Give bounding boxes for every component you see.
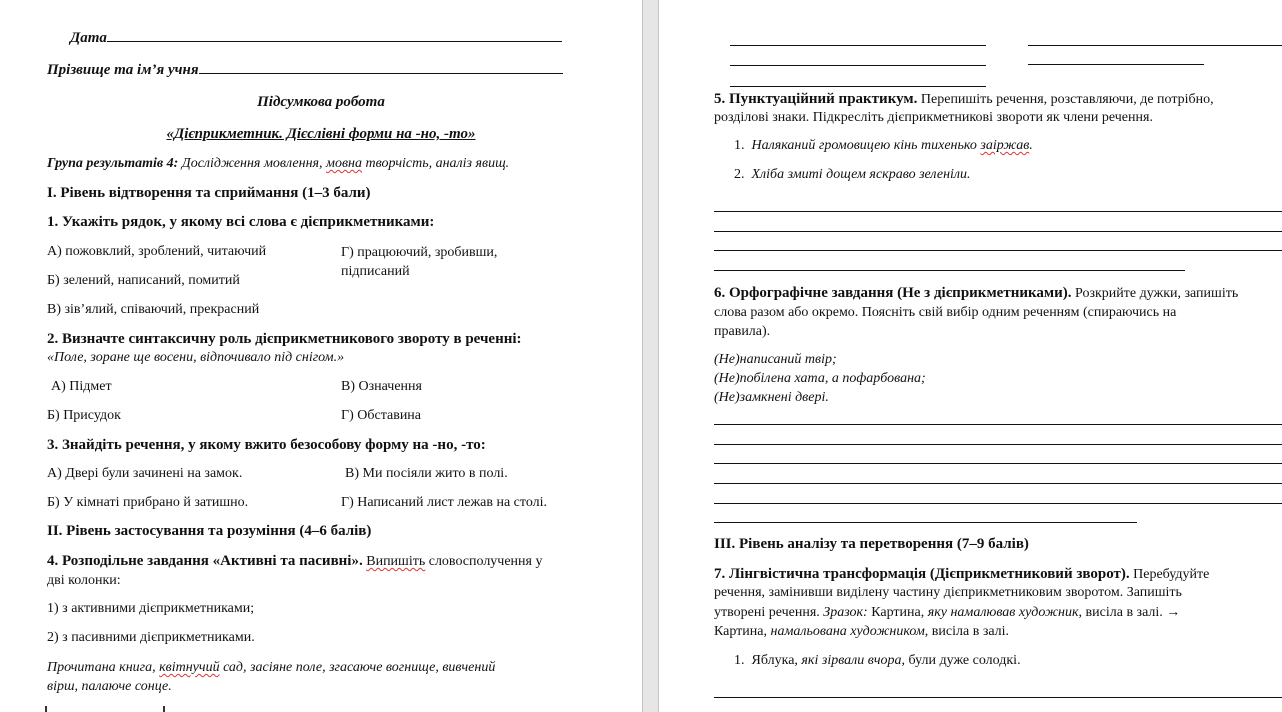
q7-sample-label: Зразок: <box>823 605 868 620</box>
q2-sentence: «Поле, зоране ще восени, відпочивало під снігом.» <box>47 350 345 365</box>
answer-line <box>714 463 1282 464</box>
results-group-text: Дослідження мовлення, <box>178 156 327 171</box>
q7-line3-text: утворені речення. <box>714 605 824 620</box>
answer-line <box>714 503 1282 504</box>
q2-title: 2. Визначте синтаксичну роль дієприкметникового звороту в реченні: <box>47 331 522 347</box>
q6-item: (Не)написаний твір; <box>714 352 837 367</box>
q5-item-2-text: Хліба змиті дощем яскраво зеленіли. <box>751 167 971 182</box>
q7-line3 <box>714 605 1180 621</box>
results-group-text-end: творчість, аналіз явищ. <box>362 156 510 171</box>
q1-option-a: А) пожовклий, зроблений, читаючий <box>47 244 267 259</box>
q5-item-1-text: Наляканий громовицею кінь тихенько <box>751 138 981 153</box>
q4-title-line2: дві колонки: <box>47 573 121 588</box>
answer-line <box>714 522 1137 523</box>
q5-item-2-num: 2. <box>734 167 745 182</box>
cutoff-text-fragment <box>45 706 47 712</box>
q2-option-g: Г) Обставина <box>341 408 422 423</box>
q7-line4-end: , висіла в залі. <box>924 624 1010 639</box>
q4-title-rest: словосполучення у <box>425 554 543 569</box>
q4-item-1: 1) з активними дієприкметниками; <box>47 601 255 616</box>
student-name-blank-line <box>199 73 563 74</box>
q7-title-rest: Перебудуйте <box>1129 567 1210 582</box>
document-subtitle: «Дієприкметник. Дієслівні форми на -но, -то» <box>166 126 476 142</box>
answer-line <box>1028 64 1204 65</box>
q7-item-1-text: Яблука, <box>751 653 802 668</box>
q7-title <box>714 566 1209 583</box>
q6-title-bold: 6. Орфографічне завдання (Не з дієприкметниками). <box>714 285 1072 301</box>
answer-line <box>714 697 1282 698</box>
q7-sample-result: намальована художником <box>770 624 925 639</box>
q6-title <box>714 285 1238 302</box>
q6-item: (Не)побілена хата, а пофарбована; <box>714 371 926 386</box>
answer-line <box>1028 45 1282 46</box>
q3-option-b: Б) У кімнаті прибрано й затишно. <box>47 495 249 510</box>
q2-option-b: Б) Присудок <box>47 408 121 423</box>
answer-line <box>730 45 986 46</box>
q7-sample-highlight: яку намалював художник <box>927 605 1079 620</box>
q4-item-2: 2) з пасивними дієприкметниками. <box>47 630 255 645</box>
q4-words-rest: сад, засіяне поле, згасаюче вогнище, вивчений <box>219 660 496 675</box>
q4-title <box>47 553 542 570</box>
q3-option-g: Г) Написаний лист лежав на столі. <box>341 495 548 510</box>
q4-words <box>47 660 495 676</box>
student-name-label: Прізвище та ім’я учня <box>47 62 199 78</box>
q3-option-v: В) Ми посіяли жито в полі. <box>345 466 508 481</box>
document-page-right <box>659 0 1282 712</box>
answer-line <box>714 444 1282 445</box>
q5-title-line2: розділові знаки. Підкресліть дієприкметникові звороти як члени речення. <box>714 110 1153 125</box>
spellcheck-flagged-word: заіржав <box>980 138 1030 153</box>
date-field <box>70 30 562 47</box>
q7-line4-text: Картина, <box>714 624 771 639</box>
q1-option-g-cont: підписаний <box>341 264 410 279</box>
q1-title: 1. Укажіть рядок, у якому всі слова є дієприкметниками: <box>47 214 435 230</box>
level2-heading: ІІ. Рівень застосування та розуміння (4–6 балів) <box>47 523 372 539</box>
q4-words-start: Прочитана книга, <box>47 660 160 675</box>
date-blank-line <box>107 41 562 42</box>
results-group <box>47 156 509 172</box>
q2-option-a: А) Підмет <box>51 379 112 394</box>
answer-line <box>730 65 986 66</box>
level3-heading: ІІІ. Рівень аналізу та перетворення (7–9 балів) <box>714 536 1029 552</box>
q3-option-a: А) Двері були зачинені на замок. <box>47 466 243 481</box>
q6-title-rest: Розкрийте дужки, запишіть <box>1071 286 1239 301</box>
answer-line <box>714 250 1282 251</box>
answer-line <box>714 231 1282 232</box>
q7-title-bold: 7. Лінгвістична трансформація (Дієприкметниковий зворот). <box>714 566 1130 582</box>
q7-item-1-end: , були дуже солодкі. <box>901 653 1021 668</box>
q4-title-bold: 4. Розподільне завдання «Активні та пасивні». <box>47 553 363 569</box>
q5-item-2 <box>734 167 971 183</box>
student-name-field <box>47 62 563 79</box>
spellcheck-flagged-word: Випишіть <box>366 554 426 569</box>
q7-line2: речення, замінивши виділену частину дієприкметниковим зворотом. Запишіть <box>714 585 1182 600</box>
document-title: Підсумкова робота <box>257 94 385 110</box>
q2-option-v: В) Означення <box>341 379 422 394</box>
q1-option-v: В) зів’ялий, співаючий, прекрасний <box>47 302 260 317</box>
q7-line4 <box>714 624 1009 640</box>
answer-line <box>714 424 1282 425</box>
results-group-label: Група результатів 4: <box>47 156 179 171</box>
q1-option-g: Г) працюючий, зробивши, <box>341 245 498 260</box>
answer-line <box>714 211 1282 212</box>
level1-heading: І. Рівень відтворення та сприймання (1–3 бали) <box>47 185 371 201</box>
cutoff-text-fragment <box>163 706 165 712</box>
q6-title-line3: правила). <box>714 324 771 339</box>
q5-item-1-end: . <box>1029 138 1033 153</box>
answer-line <box>730 86 986 87</box>
q5-item-1-num: 1. <box>734 138 745 153</box>
date-label: Дата <box>70 30 107 46</box>
spellcheck-flagged-word: мовна <box>326 156 362 171</box>
q7-item-1-num: 1. <box>734 653 745 668</box>
page-gap <box>642 0 659 712</box>
q4-words-line2: вірш, палаюче сонце. <box>47 679 172 694</box>
q5-item-1 <box>734 138 1033 154</box>
q6-item: (Не)замкнені двері. <box>714 390 829 405</box>
q1-option-b: Б) зелений, написаний, помитий <box>47 273 240 288</box>
q7-line3-text: Картина, <box>867 605 928 620</box>
q5-title-rest: Перепишіть речення, розставляючи, де потрібно, <box>917 92 1214 107</box>
q5-title-bold: 5. Пунктуаційний практикум. <box>714 91 918 107</box>
q5-title <box>714 91 1214 108</box>
q7-item-1 <box>734 653 1021 669</box>
q7-line3-end: , висіла в залі. → <box>1078 605 1181 620</box>
answer-line <box>714 483 1282 484</box>
q7-item-1-highlight: які зірвали вчора <box>801 653 902 668</box>
answer-line <box>714 270 1185 271</box>
q6-title-line2: слова разом або окремо. Поясніть свій вибір одним реченням (спираючись на <box>714 305 1177 320</box>
spellcheck-flagged-word: квітнучий <box>159 660 220 675</box>
q3-title: 3. Знайдіть речення, у якому вжито безособову форму на -но, -то: <box>47 437 486 453</box>
